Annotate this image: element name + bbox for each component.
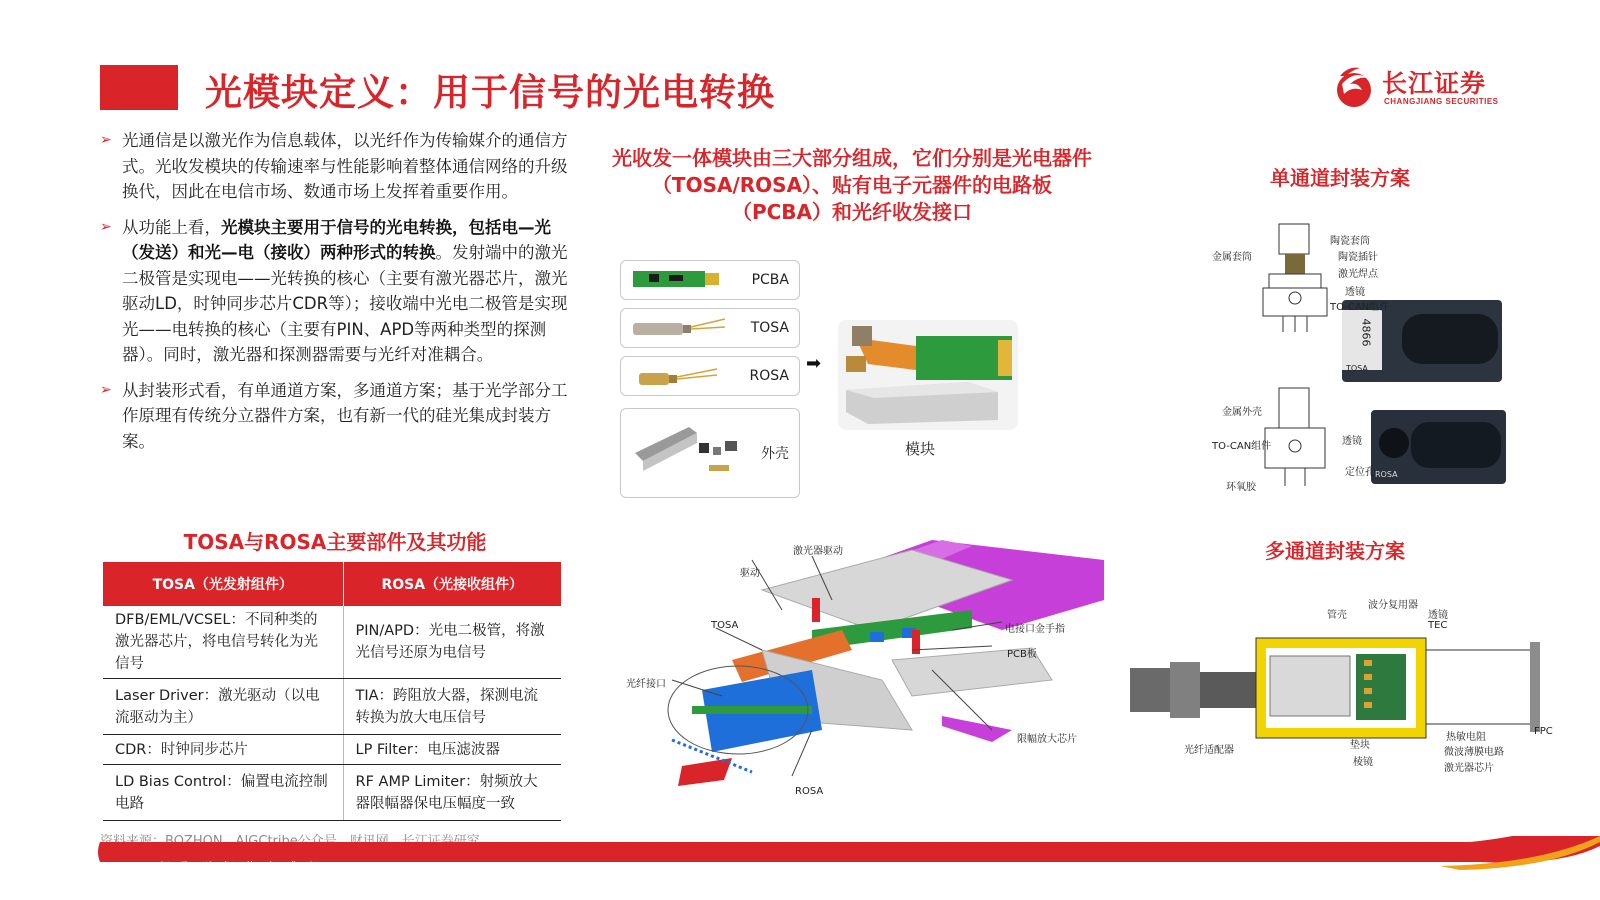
label-ceramic-ferrule: 陶瓷插针 bbox=[1338, 252, 1378, 263]
component-card-shell: 外壳 bbox=[620, 408, 800, 498]
label-limiting-amp: 限幅放大芯片 bbox=[1017, 734, 1077, 745]
label-gold-finger: 电接口金手指 bbox=[1005, 624, 1065, 635]
label-fpc: FPC bbox=[1534, 726, 1553, 737]
label-prism: 棱镜 bbox=[1353, 757, 1373, 768]
logo-icon bbox=[1332, 64, 1378, 110]
label-lens-2: 透镜 bbox=[1342, 436, 1362, 447]
label-metal-sleeve: 金属套筒 bbox=[1212, 252, 1252, 263]
logo-text-cn: 长江证券 bbox=[1382, 69, 1487, 98]
title-accent-block bbox=[100, 65, 178, 110]
rosa-photo-tag: ROSA bbox=[1375, 470, 1398, 479]
table-header-tosa: TOSA（光发射组件） bbox=[103, 562, 343, 606]
bullet-arrow-icon: ➢ bbox=[100, 381, 112, 398]
tosa-image bbox=[629, 313, 729, 343]
label-thin-film-circuit: 微波薄膜电路 bbox=[1444, 747, 1504, 758]
label-laser-driver: 激光器驱动 bbox=[793, 546, 843, 557]
module-label: 模块 bbox=[905, 440, 936, 458]
multi-channel-diagram bbox=[1130, 632, 1560, 744]
label-locating-hole: 定位孔 bbox=[1345, 467, 1375, 478]
bullet-item: ➢ 从功能上看，光模块主要用于信号的光电转换，包括电—光（发送）和光—电（接收）两种形式的转换。发射端中的激光二极管是实现电——光转换的核心（主要有激光器芯片，激光驱动LD，时钟同步芯片CDR等）；接收端中光电二极管是实现光——电转换的核心（主要有PIN、APD等两种类型的探测器）。同时，激光器和探测器需要与光纤对准耦合。 bbox=[100, 215, 575, 368]
bullet-arrow-icon: ➢ bbox=[100, 218, 112, 235]
page-title: 光模块定义：用于信号的光电转换 bbox=[205, 71, 775, 114]
label-lens: 透镜 bbox=[1345, 287, 1365, 298]
bullet-list bbox=[100, 128, 575, 464]
tosa-photo-tag: TOSA bbox=[1346, 364, 1368, 373]
single-channel-title: 单通道封装方案 bbox=[1270, 166, 1410, 190]
bullet-item: ➢ 从封装形式看，有单通道方案，多通道方案；基于光学部分工作原理有传统分立器件方案，也有新一代的硅光集成封装方案。 bbox=[100, 378, 575, 455]
label-thermistor: 热敏电阻 bbox=[1446, 732, 1486, 743]
multi-channel-title: 多通道封装方案 bbox=[1265, 539, 1405, 563]
rosa-image bbox=[629, 361, 729, 391]
label-to-can: TO-CAN组件 bbox=[1330, 302, 1390, 313]
rosa-photo bbox=[1371, 410, 1506, 484]
label-fiber-adapter: 光纤适配器 bbox=[1184, 745, 1234, 756]
label-pcb: PCB板 bbox=[1007, 649, 1037, 660]
label-ceramic-sleeve: 陶瓷套筒 bbox=[1330, 236, 1370, 247]
pcba-image bbox=[629, 265, 729, 295]
label-multi-lens: 透镜 bbox=[1428, 610, 1448, 621]
label-driver: 驱动 bbox=[740, 568, 760, 579]
component-card-rosa: ROSA bbox=[620, 356, 800, 396]
component-card-pcba: PCBA bbox=[620, 260, 800, 300]
exploded-view-diagram bbox=[612, 520, 1112, 820]
label-epoxy: 环氧胶 bbox=[1226, 482, 1256, 493]
arrow-right-icon: ➡ bbox=[806, 353, 822, 374]
table-row: LD Bias Control：偏置电流控制电路 RF AMP Limiter：射频放大器限幅器保电压幅度一致 bbox=[103, 765, 561, 821]
components-table bbox=[103, 562, 561, 821]
module-image bbox=[838, 320, 1018, 430]
tosa-part-number: 4866 bbox=[1359, 318, 1373, 347]
label-laser-weld: 激光焊点 bbox=[1338, 269, 1378, 280]
label-metal-shell: 金属外壳 bbox=[1222, 407, 1262, 418]
label-rosa: ROSA bbox=[795, 786, 824, 797]
label-wdm: 波分复用器 bbox=[1368, 600, 1418, 611]
label-laser-chip: 激光器芯片 bbox=[1444, 763, 1494, 774]
table-title: TOSA与ROSA主要部件及其功能 bbox=[183, 530, 487, 554]
label-spacer: 垫块 bbox=[1350, 740, 1370, 751]
bullet-item: ➢ 光通信是以激光作为信息载体，以光纤作为传输媒介的通信方式。光收发模块的传输速率与性能影响着整体通信网络的升级换代，因此在电信市场、数通市场上发挥着重要作用。 bbox=[100, 128, 575, 205]
table-header-rosa: ROSA（光接收组件） bbox=[343, 562, 561, 606]
label-fiber-port: 光纤接口 bbox=[626, 679, 666, 690]
table-row: CDR：时钟同步芯片 LP Filter：电压滤波器 bbox=[103, 735, 561, 765]
label-tec: TEC bbox=[1428, 620, 1448, 631]
table-row: Laser Driver：激光驱动（以电流驱动为主） TIA：跨阻放大器，探测电流转换为放大电压信号 bbox=[103, 679, 561, 735]
component-card-tosa: TOSA bbox=[620, 308, 800, 348]
sfp-module-image bbox=[838, 320, 1018, 430]
module-composition-title: 光收发一体模块由三大部分组成，它们分别是光电器件（TOSA/ROSA）、贴有电子元器件的电路板（PCBA）和光纤收发接口 bbox=[612, 146, 1092, 224]
label-housing: 管壳 bbox=[1327, 610, 1347, 621]
label-tosa: TOSA bbox=[711, 620, 739, 631]
bullet-arrow-icon: ➢ bbox=[100, 132, 112, 148]
table-row: DFB/EML/VCSEL：不同种类的激光器芯片，将电信号转化为光信号 PIN/APD：光电二极管，将激光信号还原为电信号 bbox=[103, 606, 561, 679]
label-to-can-2: TO-CAN组件 bbox=[1212, 441, 1272, 452]
shell-image bbox=[629, 413, 749, 493]
company-logo bbox=[1332, 64, 1522, 114]
logo-text-en: CHANGJIANG SECURITIES bbox=[1384, 97, 1499, 106]
source-note: 资料来源：BOZHON，AIGCtribe公众号，财讯网，长江证券研究 bbox=[100, 834, 480, 849]
footer-slogan: 汇 聚 财 智 共 享 成 长 bbox=[160, 862, 323, 873]
tosa-cross-section bbox=[1255, 222, 1335, 334]
